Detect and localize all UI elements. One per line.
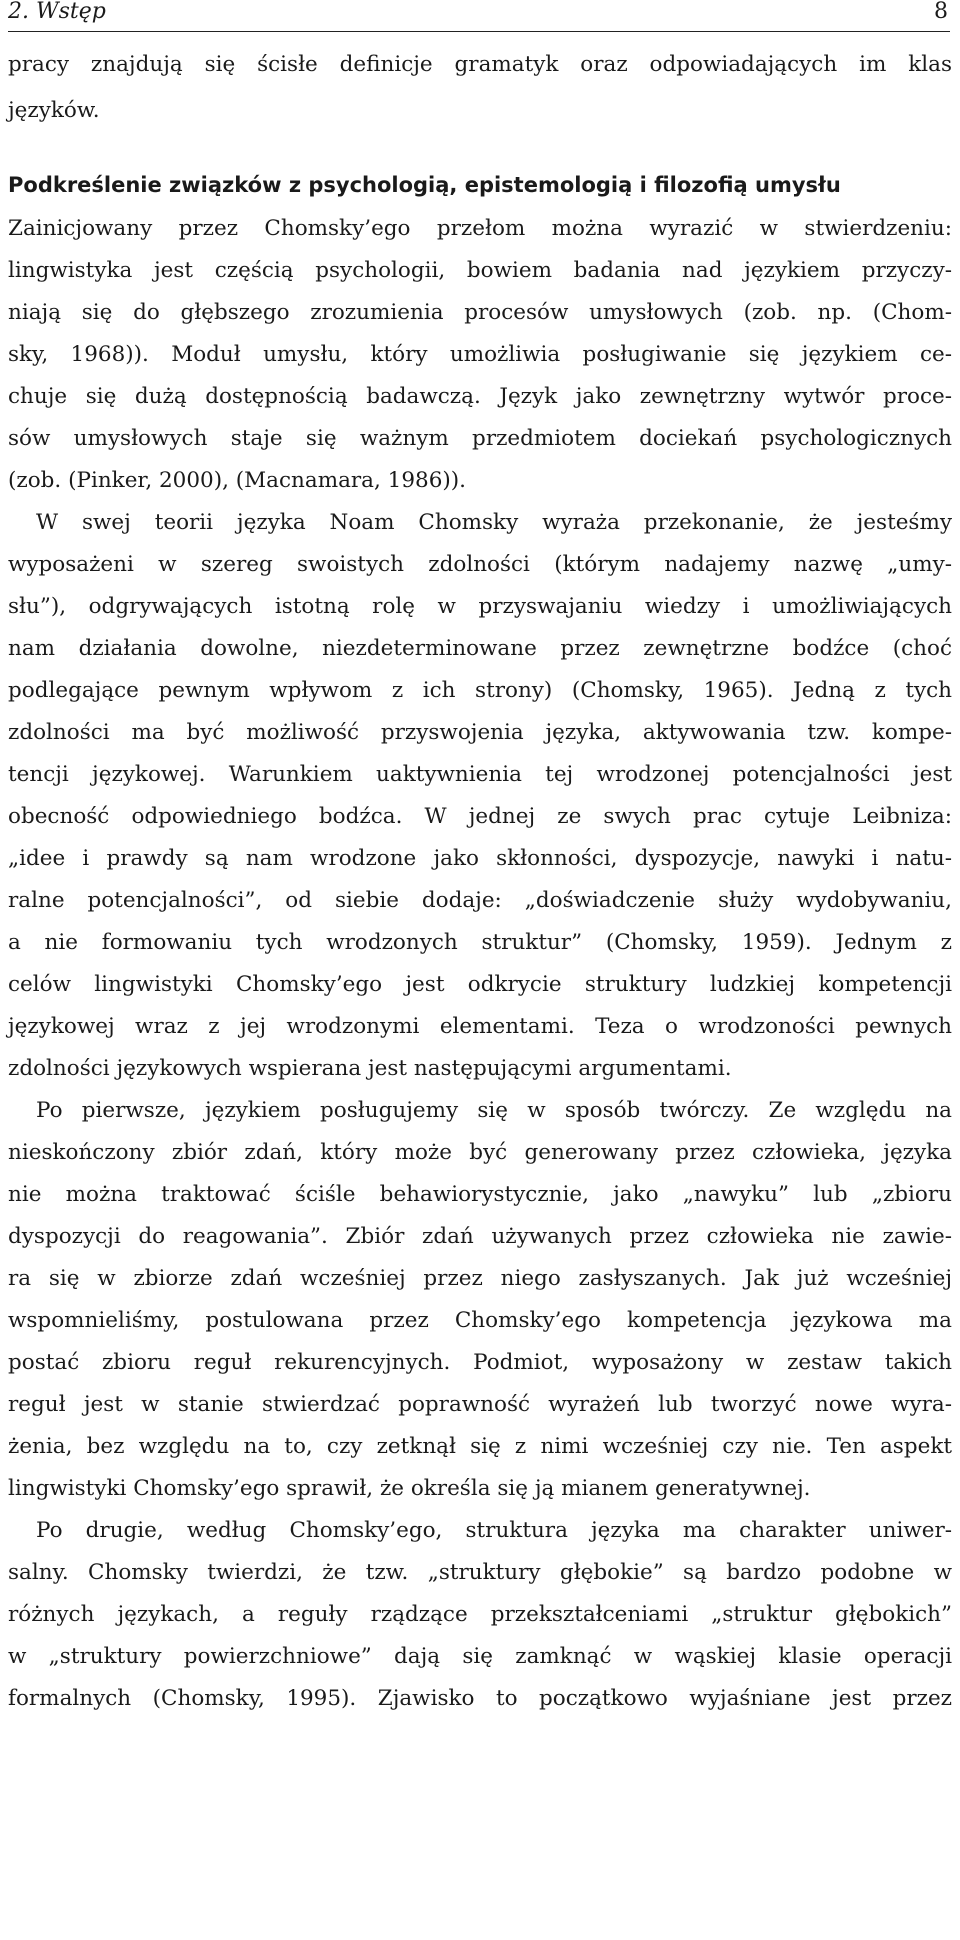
text-line: (zob. (Pinker, 2000), (Macnamara, 1986)).: [8, 468, 466, 493]
text-line: tencji językowej. Warunkiem uaktywnienia tej wrodzonej potencjalności jest: [8, 762, 952, 787]
text-line: Zainicjowany przez Chomsky’ego przełom można wyrazić w stwierdzeniu:: [8, 216, 952, 241]
text-line: niają się do głębszego zrozumienia procesów umysłowych (zob. np. (Chom-: [8, 300, 952, 325]
text-line: wspomnieliśmy, postulowana przez Chomsky’ego kompetencja językowa ma: [8, 1308, 952, 1333]
text-line: żenia, bez względu na to, czy zetknął się z nimi wcześniej czy nie. Ten aspekt: [8, 1434, 952, 1459]
text-line: wyposażeni w szereg swoistych zdolności (którym nadajemy nazwę „umy-: [8, 552, 952, 577]
page-number: 8: [934, 0, 948, 24]
text-line: chuje się dużą dostępnością badawczą. Język jako zewnętrzny wytwór proce-: [8, 384, 952, 409]
text-line: salny. Chomsky twierdzi, że tzw. „struktury głębokie” są bardzo podobne w: [8, 1560, 952, 1585]
text-line: reguł jest w stanie stwierdzać poprawność wyrażeń lub tworzyć nowe wyra-: [8, 1392, 952, 1417]
text-line: nie można traktować ściśle behawiorystycznie, jako „nawyku” lub „zbioru: [8, 1182, 952, 1207]
text-line: postać zbioru reguł rekurencyjnych. Podmiot, wyposażony w zestaw takich: [8, 1350, 952, 1375]
text-line: zdolności ma być możliwość przyswojenia języka, aktywowania tzw. kompe-: [8, 720, 952, 745]
header-rule: [8, 31, 950, 32]
text-line: a nie formowaniu tych wrodzonych struktur” (Chomsky, 1959). Jednym z: [8, 930, 952, 955]
chapter-title: 2. Wstęp: [8, 0, 106, 24]
text-line: pracy znajdują się ścisłe definicje gramatyk oraz odpowiadających im klas: [8, 52, 952, 77]
text-line: „idee i prawdy są nam wrodzone jako skłonności, dyspozycje, nawyki i natu-: [8, 846, 952, 871]
text-line: Po drugie, według Chomsky’ego, struktura języka ma charakter uniwer-: [36, 1518, 952, 1543]
text-line: Po pierwsze, językiem posługujemy się w sposób twórczy. Ze względu na: [36, 1098, 952, 1123]
text-line: W swej teorii języka Noam Chomsky wyraża przekonanie, że jesteśmy: [36, 510, 952, 535]
text-line: w „struktury powierzchniowe” dają się zamknąć w wąskiej klasie operacji: [8, 1644, 952, 1669]
text-line: podlegające pewnym wpływom z ich strony) (Chomsky, 1965). Jedną z tych: [8, 678, 952, 703]
section-heading: Podkreślenie związków z psychologią, epistemologią i filozofią umysłu: [8, 173, 841, 197]
text-line: formalnych (Chomsky, 1995). Zjawisko to początkowo wyjaśniane jest przez: [8, 1686, 952, 1711]
text-line: lingwistyki Chomsky’ego sprawił, że określa się ją mianem generatywnej.: [8, 1476, 811, 1501]
running-header: [8, 0, 950, 30]
text-line: nam działania dowolne, niezdeterminowane przez zewnętrzne bodźce (choć: [8, 636, 952, 661]
text-line: sów umysłowych staje się ważnym przedmiotem dociekań psychologicznych: [8, 426, 952, 451]
text-line: nieskończony zbiór zdań, który może być generowany przez człowieka, języka: [8, 1140, 952, 1165]
text-line: języków.: [8, 98, 100, 123]
text-line: celów lingwistyki Chomsky’ego jest odkrycie struktury ludzkiej kompetencji: [8, 972, 952, 997]
text-line: ra się w zbiorze zdań wcześniej przez niego zasłyszanych. Jak już wcześniej: [8, 1266, 952, 1291]
text-line: zdolności językowych wspierana jest następującymi argumentami.: [8, 1056, 732, 1081]
text-line: językowej wraz z jej wrodzonymi elementami. Teza o wrodzoności pewnych: [8, 1014, 952, 1039]
text-line: dyspozycji do reagowania”. Zbiór zdań używanych przez człowieka nie zawie-: [8, 1224, 952, 1249]
text-line: sky, 1968)). Moduł umysłu, który umożliwia posługiwanie się językiem ce-: [8, 342, 952, 367]
text-line: obecność odpowiedniego bodźca. W jednej ze swych prac cytuje Leibniza:: [8, 804, 952, 829]
text-line: lingwistyka jest częścią psychologii, bowiem badania nad językiem przyczy-: [8, 258, 952, 283]
text-line: słu”), odgrywających istotną rolę w przyswajaniu wiedzy i umożliwiających: [8, 594, 952, 619]
text-line: różnych językach, a reguły rządzące przekształceniami „struktur głębokich”: [8, 1602, 952, 1627]
text-line: ralne potencjalności”, od siebie dodaje: „doświadczenie służy wydobywaniu,: [8, 888, 952, 913]
